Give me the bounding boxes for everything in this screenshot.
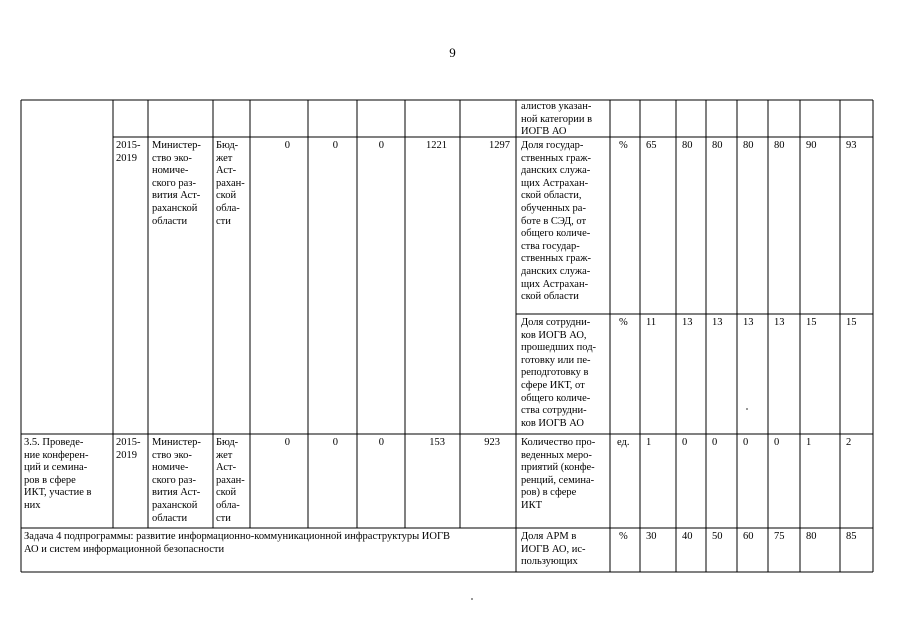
value-cell: 80: [682, 140, 693, 151]
finance-cell: 153: [429, 437, 445, 448]
scan-speck: [746, 408, 748, 410]
value-cell: 13: [774, 317, 785, 328]
unit-cell: ед.: [617, 437, 630, 448]
value-cell: 0: [712, 437, 718, 448]
value-cell: 50: [712, 531, 723, 542]
value-cell: 85: [846, 531, 857, 542]
finance-cell: 0: [284, 437, 290, 448]
funding-source-cell: Бюд- жет Аст- рахан- ской обла- сти: [216, 437, 245, 524]
years-cell: 2015- 2019: [116, 437, 141, 461]
value-cell: 15: [806, 317, 817, 328]
executor-cell: Министер- ство эко- номиче- ского раз- вития Аст- раханской области: [152, 437, 201, 524]
value-cell: 30: [646, 531, 657, 542]
indicator-cell: Доля АРМ в ИОГВ АО, ис- пользующих: [521, 531, 586, 568]
value-cell: 93: [846, 140, 857, 151]
page-number: 9: [449, 45, 456, 60]
value-cell: 60: [743, 531, 754, 542]
finance-cell: 0: [378, 437, 384, 448]
value-cell: 80: [743, 140, 754, 151]
value-cell: 1: [806, 437, 812, 448]
value-cell: 0: [774, 437, 780, 448]
value-cell: 15: [846, 317, 857, 328]
indicator-cell: Доля сотрудни- ков ИОГВ АО, прошедших под- готовку или пе- реподготовку в сфере ИКТ, от общего количе- ства сотрудни- ков ИОГВ АО: [521, 317, 597, 429]
unit-cell: %: [619, 317, 628, 328]
value-cell: 90: [806, 140, 817, 151]
task-heading-cell: Задача 4 подпрограммы: развитие информационно-коммуникационной инфраструктуры ИОГВ АО и систем информационной безопасности: [24, 531, 451, 555]
years-cell: 2015- 2019: [116, 140, 141, 164]
value-cell: 13: [743, 317, 754, 328]
value-cell: 2: [846, 437, 852, 448]
finance-cell: 0: [284, 140, 290, 151]
measure-cell: 3.5. Проведе- ние конферен- ций и семина- ров в сфере ИКТ, участие в них: [24, 437, 92, 511]
finance-cell: 0: [332, 140, 338, 151]
value-cell: 13: [712, 317, 723, 328]
indicator-cell: алистов указан- ной категории в ИОГВ АО: [521, 101, 593, 138]
value-cell: 13: [682, 317, 693, 328]
finance-cell: 923: [484, 437, 500, 448]
scan-speck: [471, 598, 473, 600]
unit-cell: %: [619, 531, 628, 542]
value-cell: 0: [743, 437, 749, 448]
unit-cell: %: [619, 140, 628, 151]
indicator-cell: Количество про- веденных меро- приятий (конфе- ренций, семина- ров) в сфере ИКТ: [521, 437, 596, 511]
value-cell: 80: [774, 140, 785, 151]
value-cell: 75: [774, 531, 785, 542]
finance-cell: 0: [332, 437, 338, 448]
value-cell: 80: [806, 531, 817, 542]
funding-source-cell: Бюд- жет Аст- рахан- ской обла- сти: [216, 140, 245, 227]
value-cell: 1: [646, 437, 652, 448]
indicator-cell: Доля государ- ственных граж- данских служа- щих Астрахан- ской области, обученных ра- боте в СЭД, от общего количе- ства государ- ственных граж- данских служа- щих Астрахан- ской области: [521, 140, 591, 303]
value-cell: 80: [712, 140, 723, 151]
executor-cell: Министер- ство эко- номиче- ского раз- вития Аст- раханской области: [152, 140, 201, 227]
value-cell: 65: [646, 140, 657, 151]
finance-cell: 1221: [426, 140, 447, 151]
value-cell: 40: [682, 531, 693, 542]
finance-cell: 1297: [489, 140, 510, 151]
value-cell: 0: [682, 437, 688, 448]
finance-cell: 0: [378, 140, 384, 151]
value-cell: 11: [646, 317, 657, 328]
